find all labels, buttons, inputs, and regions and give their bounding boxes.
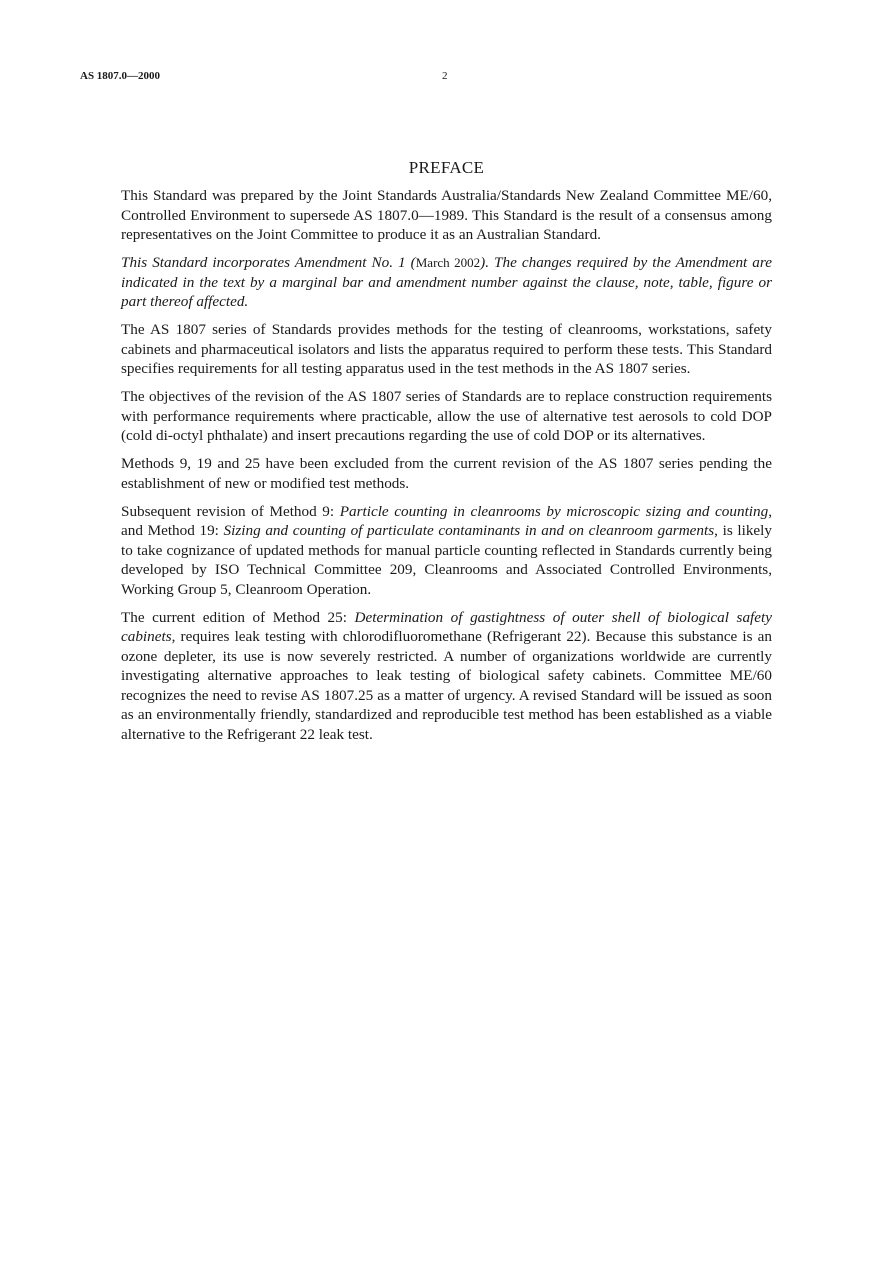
- p6-text-1: Subsequent revision of Method 9:: [121, 502, 340, 520]
- preface-paragraph-5: Methods 9, 19 and 25 have been excluded from the current revision of the AS 1807 series pending the establishment of new or modified test methods.: [121, 455, 772, 492]
- p6-text-2: , and Method 19:: [121, 502, 772, 539]
- preface-section: [121, 158, 772, 753]
- preface-paragraph-3: The AS 1807 series of Standards provides methods for the testing of cleanrooms, workstations, safety cabinets and pharmaceutical isolators and lists the apparatus required to perform these tests. This Standard specifies requirements for all testing apparatus used in the test methods in the AS 1807 series.: [121, 321, 772, 377]
- preface-paragraph-7: [121, 608, 772, 745]
- method-9-title: Particle counting in cleanrooms by microscopic sizing and counting: [339, 502, 769, 520]
- document-id: AS 1807.0—2000: [80, 70, 161, 82]
- method-19-title: Sizing and counting of particulate contaminants in and on cleanroom garments: [223, 522, 715, 539]
- page-number: 2: [442, 70, 448, 82]
- amendment-text-end: ). The changes required by the Amendment are indicated in the text by a marginal bar and amendment number against the clause, note, table, figure or part thereof affected.: [121, 254, 772, 310]
- amendment-text-start: This Standard incorporates Amendment No. 1 (: [121, 254, 416, 271]
- page-header: [80, 70, 812, 86]
- p6-text-3: , is likely to take cognizance of updated methods for manual particle counting reflected in Standards currently being developed by ISO Technical Committee 209, Cleanrooms and Associated Controlled Environments, Working Group 5, Cleanroom Operation.: [121, 522, 772, 598]
- preface-paragraph-4: The objectives of the revision of the AS 1807 series of Standards are to replace construction requirements with performance requirements where practicable, allow the use of alternative test aerosols to cold DOP (cold di-octyl phthalate) and insert precautions regarding the use of cold DOP or its alternatives.: [121, 388, 772, 444]
- p7-text-1: The current edition of Method 25:: [121, 608, 355, 626]
- method-25-title: Determination of gastightness of outer shell of biological safety cabinets: [121, 608, 772, 645]
- amendment-note: [121, 253, 772, 312]
- preface-title: PREFACE: [408, 158, 485, 177]
- p7-text-2: , requires leak testing with chlorodifluoromethane (Refrigerant 22). Because this substance is an ozone depleter, its use is now severely restricted. A number of organizations worldwide are currently investigating alternative approaches to leak testing of biological safety cabinets. Committee ME/60 recognizes the need to revise AS 1807.25 as a matter of urgency. A revised Standard will be issued as soon as an environmentally friendly, standardized and reproducible test method has been established as a viable alternative to the Refrigerant 22 leak test.: [121, 628, 772, 743]
- preface-paragraph-6: [121, 502, 772, 600]
- amendment-date: March 2002: [415, 255, 481, 270]
- preface-paragraph-1: This Standard was prepared by the Joint Standards Australia/Standards New Zealand Committee ME/60, Controlled Environment to supersede AS 1807.0—1989. This Standard is the result of a consensus among representatives on the Joint Committee to produce it as an Australian Standard.: [121, 187, 772, 243]
